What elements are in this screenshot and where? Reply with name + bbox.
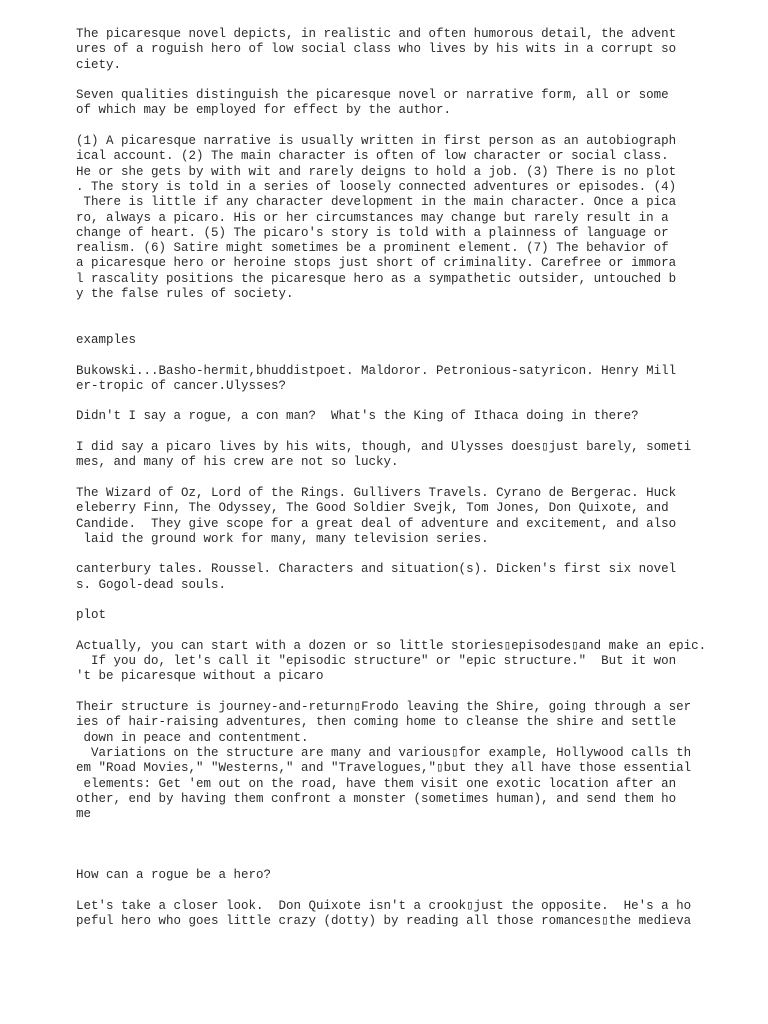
text-line: There is little if any character development in the main character. Once a pica [76, 195, 677, 210]
paragraph-intro [76, 27, 716, 73]
text-line: Didn't I say a rogue, a con man? What's the King of Ithaca doing in there? [76, 409, 639, 424]
text-line: l rascality positions the picaresque hero as a sympathetic outsider, untouched b [76, 271, 677, 286]
paragraph-journey-and-return [76, 700, 716, 822]
text-line: canterbury tales. Roussel. Characters and situation(s). Dicken's first six novel [76, 562, 677, 577]
text-line: of which may be employed for effect by the author. [76, 103, 452, 118]
text-line: Let's take a closer look. Don Quixote isn't a crook▯just the opposite. He's a ho [76, 898, 692, 913]
text-line: examples [76, 332, 137, 347]
text-line: He or she gets by with wit and rarely deigns to hold a job. (3) There is no plot [76, 164, 677, 179]
paragraph-episodic-structure [76, 639, 716, 685]
heading-examples [76, 333, 716, 348]
text-line: realism. (6) Satire might sometimes be a prominent element. (7) The behavior of [76, 241, 669, 256]
text-line: ciety. [76, 57, 122, 72]
text-line: down in peace and contentment. [76, 730, 309, 745]
paragraph-qualities-list [76, 134, 716, 302]
text-line: y the false rules of society. [76, 287, 294, 302]
text-line: er-tropic of cancer.Ulysses? [76, 378, 287, 393]
text-line: change of heart. (5) The picaro's story is told with a plainness of language or [76, 225, 669, 240]
text-line: elements: Get 'em out on the road, have them visit one exotic location after an [76, 776, 677, 791]
text-line: Candide. They give scope for a great deal of adventure and excitement, and also [76, 516, 677, 531]
text-line: Their structure is journey-and-return▯Frodo leaving the Shire, going through a ser [76, 700, 692, 715]
paragraph-more-examples [76, 562, 716, 593]
text-line: The Wizard of Oz, Lord of the Rings. Gullivers Travels. Cyrano de Bergerac. Huck [76, 485, 677, 500]
text-line: plot [76, 608, 107, 623]
blank-lines [76, 838, 716, 869]
text-line: Actually, you can start with a dozen or so little stories▯episodes▯and make an epic. [76, 638, 707, 653]
text-line: How can a rogue be a hero? [76, 868, 272, 883]
text-line: a picaresque hero or heroine stops just short of criminality. Carefree or immora [76, 256, 677, 271]
text-line: eleberry Finn, The Odyssey, The Good Soldier Svejk, Tom Jones, Don Quixote, and [76, 501, 669, 516]
text-line: peful hero who goes little crazy (dotty) by reading all those romances▯the medieva [76, 914, 692, 929]
heading-plot [76, 608, 716, 623]
text-line: . The story is told in a series of loosely connected adventures or episodes. (4) [76, 179, 677, 194]
text-line: mes, and many of his crew are not so lucky. [76, 455, 399, 470]
text-line: (1) A picaresque narrative is usually written in first person as an autobiograph [76, 134, 677, 149]
text-line: laid the ground work for many, many television series. [76, 531, 489, 546]
text-line: s. Gogol-dead souls. [76, 577, 227, 592]
paragraph-closer-look [76, 899, 716, 930]
text-line: Variations on the structure are many and various▯for example, Hollywood calls th [76, 745, 692, 760]
text-line: If you do, let's call it "episodic structure" or "epic structure." But it won [76, 654, 677, 669]
text-line: ro, always a picaro. His or her circumstances may change but rarely result in a [76, 210, 669, 225]
paragraph-example-works [76, 486, 716, 547]
text-line: I did say a picaro lives by his wits, though, and Ulysses does▯just barely, someti [76, 440, 692, 455]
text-line: other, end by having them confront a monster (sometimes human), and send them ho [76, 791, 677, 806]
document-page [76, 27, 716, 945]
text-line: ical account. (2) The main character is often of low character or social class. [76, 149, 669, 164]
paragraph-rogue-question [76, 409, 716, 424]
text-line: me [76, 807, 92, 822]
text-line: em "Road Movies," "Westerns," and "Travelogues,"▯but they all have those essential [76, 761, 692, 776]
blank-line [76, 318, 716, 333]
text-line: ies of hair-raising adventures, then coming home to cleanse the shire and settle [76, 715, 677, 730]
paragraph-ulysses [76, 440, 716, 471]
heading-rogue-hero [76, 868, 716, 883]
paragraph-example-authors [76, 364, 716, 395]
text-line: ures of a roguish hero of low social class who lives by his wits in a corrupt so [76, 42, 677, 57]
text-line: 't be picaresque without a picaro [76, 669, 324, 684]
text-line: Seven qualities distinguish the picaresque novel or narrative form, all or some [76, 88, 669, 103]
text-line: The picaresque novel depicts, in realistic and often humorous detail, the advent [76, 27, 677, 41]
text-line: Bukowski...Basho-hermit,bhuddistpoet. Maldoror. Petronious-satyricon. Henry Mill [76, 363, 677, 378]
paragraph-seven-qualities [76, 88, 716, 119]
